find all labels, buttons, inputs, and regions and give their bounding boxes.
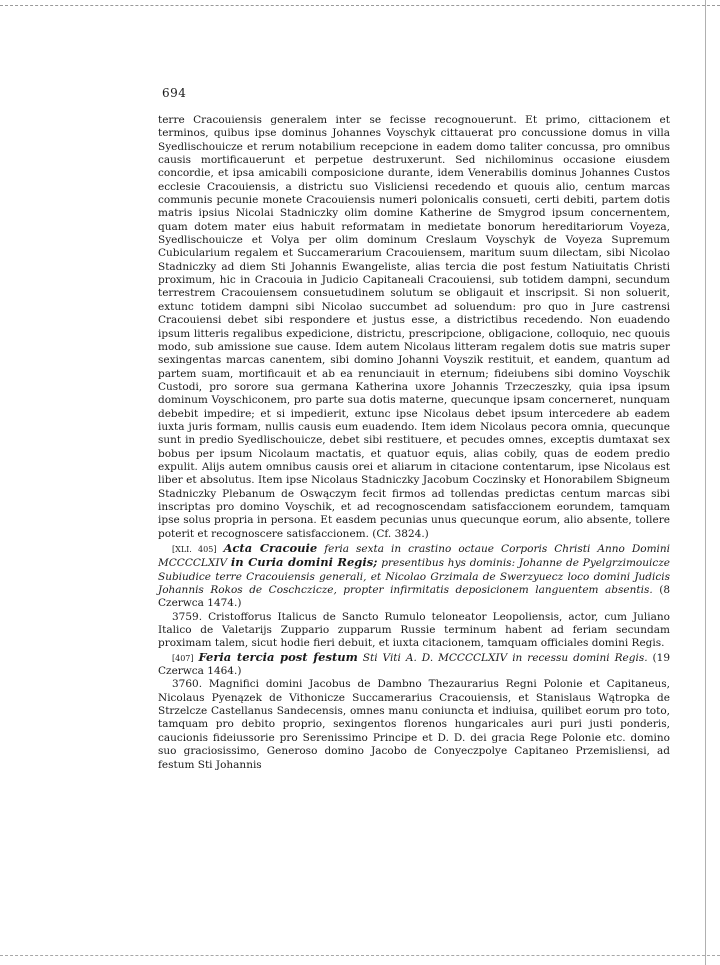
feria-date: (19 Czerwca 1464.) bbox=[158, 651, 671, 678]
feria-heading bbox=[158, 651, 670, 679]
scan-right-edge bbox=[705, 0, 706, 965]
acta-title: Acta Cracouie bbox=[223, 541, 318, 555]
acta-feria: feria sexta in crastino octaue Corporis Christi Anno Domini MCCCCLXIV bbox=[158, 543, 670, 570]
acta-heading bbox=[158, 542, 670, 611]
feria-rest: Sti Viti A. D. MCCCCLXIV in recessu domini Regis. bbox=[362, 651, 648, 664]
acta-date: (8 Czerwca 1474.) bbox=[158, 584, 671, 610]
entry-3760: 3760. Magnifici domini Jacobus de Dambno Thezaurarius Regni Polonie et Capitaneus, Nicolaus Pyenązek de Vithonicze Succamerarius Cracouiensis, et Stanislaus Wątropka de Strzelcze Castellanus Sandecensis, omnes manu coniuncta et indiuisa, quilibet eorum pro toto, tamquam pro debito proprio, sexingentos florenos hungaricales auri puri justi ponderis, caucionis fideiussorie pro Serenissimo Principe et D. D. dei gracia Rege Polonie etc. domino suo graciosissimo, Generoso domino Jacobo de Conyeczpolye Capitaneo Przemisliensi, ad festum Sti Johannis bbox=[158, 678, 670, 771]
acta-presentes: presentibus hys dominis: Johanne de Pyelgrzimouicze Subiudice terre Cracouiensis generali, et Nicolao Grzimala de Swerzyuecz loco domini Judicis Johannis Rokos de Coschczicze, propter infirmitatis deposicionem languentem absentis. bbox=[158, 557, 670, 597]
source-reference: [XLI. 405] bbox=[172, 545, 217, 554]
feria-title: Feria tercia post festum bbox=[198, 649, 358, 664]
paragraph-main: terre Cracouiensis generalem inter se fecisse recognouerunt. Et primo, cittacionem et terminos, quibus ipse dominus Johannes Voyschyk cittauerat pro concussione domus in villa Syedlischouicze et rerum notabilium recepcione in eadem domo taliter concussa, pro omnibus causis mortificauerunt et perpetue destruxerunt. Sed nichilominus occasione eiusdem concordie, et ipsa amicabili composicione durante, idem Venerabilis dominus Johannes Custos ecclesie Cracouiensis, a districtu suo Visliciensi recedendo et quouis alio, centum marcas communis pecunie monete Cracouiensis numeri polonicalis consueti, certi debiti, partem dotis matris ipsius Nicolai Stadniczky olim domine Katherine de Smygrod ipsum concernentem, quam dotem mater eius habuit reformatam in medietate bonorum hereditariorum Voyeza, Syedlischouicze et Volya per olim dominum Creslaum Voyschyk de Voyeza Supremum Cubicularium regalem et Succamerarium Cracouiensem, maritum suum dilectam, sibi Nicolao Stadniczky ad diem Sti Johannis Ewangeliste, alias tercia die post festum Natiuitatis Christi proximum, hic in Cracouia in Judicio Capitaneali Cracouiensi, sub totidem dampni, secundum terrestrem Cracouiensem consuetudinem solutum se obligauit et inscripsit. Si non soluerit, extunc totidem dampni sibi Nicolao succumbet ad soluendum: pro quo in Jure castrensi Cracouiensi debet sibi respondere et justus esse, a districtibus recedendo. Non euadendo ipsum litteris regalibus expedicione, districtu, prescripcione, obligacione, colloquio, nec quouis modo, sub amissione sue cause. Idem autem Nicolaus litteram regalem dotis sue matris super sexingentas marcas canentem, sibi domino Johanni Voyszik restituit, et eandem, quantum ad partem suam, mortificauit et ab ea renunciauit in eternum; fideiubens sibi domino Voyschik Custodi, pro sorore sua germana Katherina uxore Johannis Trzeczeszky, quia ipsa ipsum dominum Voyschiconem, pro parte sua dotis materne, quecunque ipsam concerneret, nunquam debebit impedire; et si impedierit, extunc ipse Nicolaus debet ipsum intercedere ab eadem iuxta juris formam, nullis causis eum euadendo. Item idem Nicolaus pecora omnia, quecunque sunt in predio Syedlischouicze, debet sibi restituere, et pecudes omnes, exceptis dumtaxat sex bobus per ipsum Nicolaum mactatis, et quatuor equis, alias cobily, quas de eodem predio expulit. Alijs autem omnibus causis orei et aliarum in citacione contentarum, ipse Nicolaus est liber et absolutus. Item ipse Nicolaus Stadniczky Jacobum Coczinsky et Honorabilem Sbigneum Stadniczky Plebanum de Oswączym fecit firmos ad tollendas predictas centum marcas sibi inscriptas pro domino Voyschik, et ad recognoscendam satisfaccionem eorundem, tamquam ipse solus propria in persona. Et easdem pecunias unus quecunque eorum, alio absente, tollere poterit et recognoscere satisfaccionem. (Cf. 3824.) bbox=[158, 114, 670, 540]
source-reference-2: [407] bbox=[172, 653, 194, 663]
scan-bottom-edge bbox=[0, 955, 720, 956]
scan-top-edge bbox=[0, 5, 720, 6]
page-number: 694 bbox=[162, 86, 187, 100]
acta-curia: in Curia domini Regis; bbox=[230, 555, 378, 570]
document-page bbox=[158, 86, 670, 772]
entry-3759: 3759. Cristofforus Italicus de Sancto Rumulo teloneator Leopoliensis, actor, cum Juliano Italico de Valetarijs Zuppario zupparum Russie terminum habent ad feriam secundam proximam talem, sicut hodie fieri debuit, et iuxta citacionem, tamquam officiales domini Regis. bbox=[158, 610, 670, 650]
